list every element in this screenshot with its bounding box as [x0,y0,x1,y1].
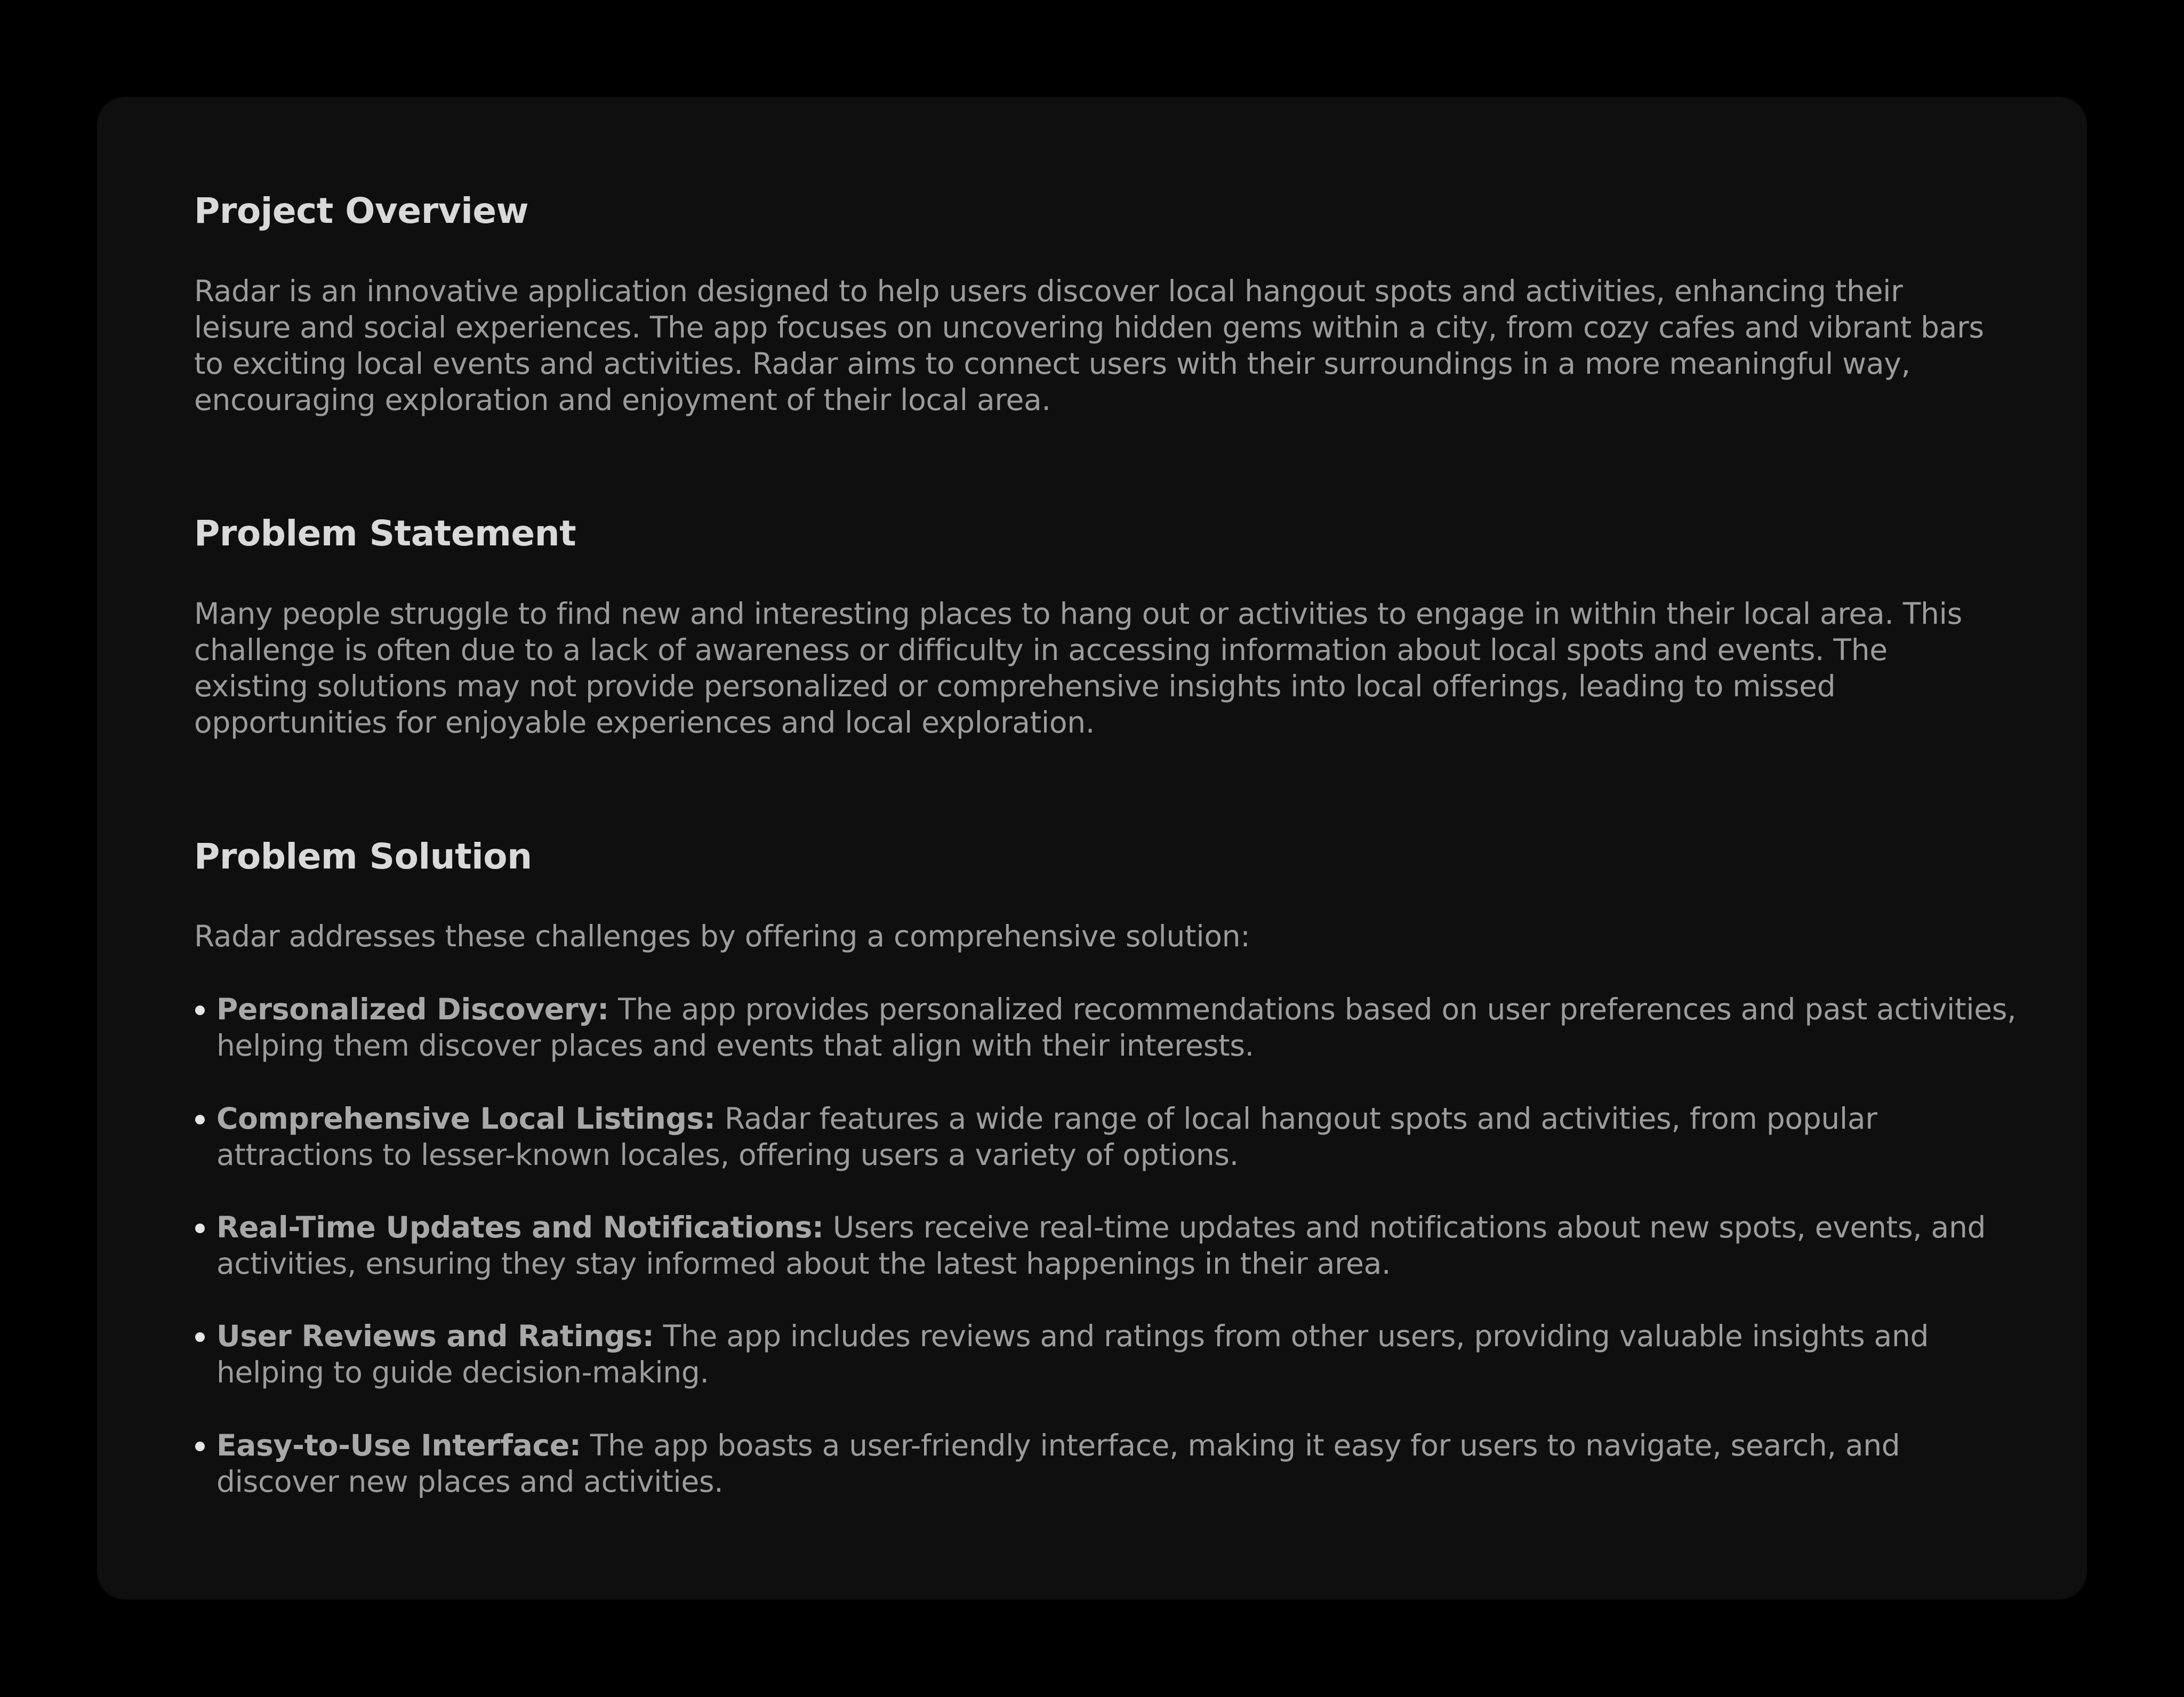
bullet-dot-icon [195,1332,205,1342]
bullet-dot-icon [195,1006,205,1015]
list-item-body: The app includes reviews and ratings from other users, providing valuable insights and helping to guide decision-making. [216,1319,1929,1389]
project-overview-text: Radar is an innovative application designed to help users discover local hangout spots and activities, enhancing their leisure and social experiences. The app focuses on uncovering hidden gems within a city, from cozy cafes and vibrant bars to exciting local events and activities. Radar aims to connect users with their surroundings in a more meaningful way, encouraging exploration and enjoyment of their local area. [194,274,1984,417]
list-item-lead: Real-Time Updates and Notifications: [216,1210,824,1244]
list-item-body: The app boasts a user-friendly interface, making it easy for users to navigate, search, and discover new places and activities. [216,1428,1900,1499]
problem-solution-heading: Problem Solution [194,836,532,877]
problem-statement-text: Many people struggle to find new and interesting places to hang out or activities to engage in within their local area. This challenge is often due to a lack of awareness or difficulty in accessing information about local spots and events. The existing solutions may not provide personalized or comprehensive insights into local offerings, leading to missed opportunities for enjoyable experiences and local exploration. [194,597,1962,739]
bullet-dot-icon [195,1115,205,1124]
list-item-lead: Comprehensive Local Listings: [216,1101,716,1136]
list-item-lead: User Reviews and Ratings: [216,1319,654,1353]
list-item-lead: Personalized Discovery: [216,992,609,1026]
bullet-dot-icon [195,1442,205,1451]
list-item-text [216,1209,2028,1282]
list-item-lead: Easy-to-Use Interface: [216,1428,581,1462]
problem-solution-intro: Radar addresses these challenges by offering a comprehensive solution: [194,919,1250,953]
content-card [97,97,2087,1599]
project-overview-heading: Project Overview [194,190,529,231]
list-item-body: The app provides personalized recommendations based on user preferences and past activities, helping them discover places and events that align with their interests. [216,992,2017,1063]
list-item-text [216,1318,2028,1390]
list-item-text [216,1100,2028,1173]
problem-statement-heading: Problem Statement [194,513,576,554]
bullet-dot-icon [195,1224,205,1233]
list-item-text [216,991,2028,1064]
list-item-body: Radar features a wide range of local hangout spots and activities, from popular attractions to lesser-known locales, offering users a variety of options. [216,1101,1877,1172]
list-item-body: Users receive real-time updates and notifications about new spots, events, and activities, ensuring they stay informed about the latest happenings in their area. [216,1210,1986,1281]
list-item-text [216,1427,2028,1500]
